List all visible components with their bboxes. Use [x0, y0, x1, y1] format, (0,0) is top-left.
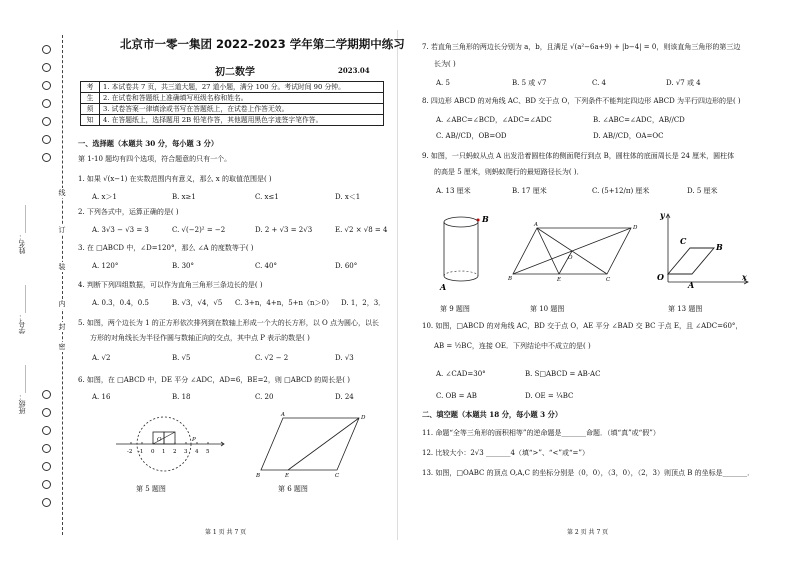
q7-stem-line1: 7. 若直角三角形的两边长分别为 a，b，且满足 √(a²−6a+9) + |b−4| = 0，则该直角三角形的第三边 [422, 43, 741, 51]
vertex-label: A [534, 222, 538, 228]
figure-10-caption: 第 10 题图 [530, 305, 565, 313]
seal-char: 订 [56, 225, 68, 235]
notice-line: 1. 本试卷共 7 页，共三道大题，27 道小题，满分 100 分。考试时间 90 分钟。 [100, 82, 384, 93]
q2-option-b: C. √(−2)² = −2 [172, 226, 226, 234]
notice-key: 知 [81, 115, 100, 126]
binding-hole [42, 444, 51, 453]
q9-option-d: D. 5 厘米 [687, 187, 718, 195]
figure-6-caption: 第 6 题图 [278, 485, 308, 493]
notice-line: 2. 在试卷和答题纸上准确填写班级名称和姓名。 [100, 93, 384, 104]
cut-line [62, 35, 63, 535]
q8-option-a: A. ∠ABC=∠BCD，∠ADC=∠ADC [436, 116, 552, 124]
binding-hole [42, 99, 51, 108]
q9-option-c: C. (5+12/π) 厘米 [592, 187, 650, 195]
page-footer-right: 第 2 页 共 7 页 [567, 529, 609, 536]
exam-title: 北京市一零一集团 2022–2023 学年第二学期期中练习 [120, 37, 405, 51]
q9-stem-line2: 的高是 5 厘米，则蚂蚁爬行的最短路径长为( )． [434, 168, 584, 176]
tick-label: 2 [173, 449, 177, 455]
binding-hole [42, 117, 51, 126]
q2-stem: 2. 下列各式中，运算正确的是( ) [78, 208, 179, 216]
notice-line: 4. 在答题纸上，选择题用 2B 铅笔作答，其他题用黑色字迹签字笔作答。 [100, 115, 384, 126]
tick-label: 1 [162, 449, 166, 455]
q4-option-b: B. √3，√4，√5 [172, 299, 223, 307]
q5-option-b: B. √5 [172, 354, 191, 362]
q5-option-c: C. √2 − 2 [255, 354, 289, 362]
q6-option-d: D. 24 [335, 393, 354, 401]
vertex-label: E [285, 473, 290, 479]
q10-option-d: D. OE = ¼BC [525, 392, 574, 400]
binding-hole [42, 408, 51, 417]
q4-option-a: A. 0.3，0.4，0.5 [92, 299, 149, 307]
binding-hole [42, 81, 51, 90]
q3-option-c: C. 40° [255, 262, 277, 270]
vertex-label: C [335, 473, 340, 479]
q11-stem: 11. 命题“全等三角形的面积相等”的逆命题是_______命题．（填“真”或“假”） [422, 429, 660, 437]
q4-stem: 4. 判断下列四组数据，可以作为直角三角形三条边长的是( ) [78, 281, 263, 289]
notice-key: 生 [81, 93, 100, 104]
figure-6 [255, 410, 375, 480]
figure-5-caption: 第 5 题图 [136, 485, 166, 493]
point-label-a: A [688, 280, 695, 290]
notice-key: 须 [81, 104, 100, 115]
point-label-c: C [680, 236, 687, 246]
figure-13 [652, 208, 752, 290]
q6-option-c: C. 20 [255, 393, 274, 401]
page-divider [397, 30, 398, 540]
name-label: 姓名：________ [18, 205, 26, 254]
q1-option-c: C. x≤1 [255, 193, 279, 201]
q9-option-a: A. 13 厘米 [436, 187, 471, 195]
section2-heading: 二、填空题（本题共 18 分，每小题 3 分） [422, 410, 563, 419]
tick-label: -2 [127, 449, 133, 455]
q5-stem-line1: 5. 如图，两个边长为 1 的正方形依次排列到在数轴上形成一个大的长方形，以 O 点为圆心，以长 [78, 319, 379, 327]
q2-option-a: A. 3√3 − √3 = 3 [92, 226, 149, 234]
binding-hole [42, 45, 51, 54]
q10-option-a: A. ∠CAD=30° [436, 370, 486, 378]
exam-date: 2023.04 [338, 66, 370, 75]
q3-option-b: B. 30° [172, 262, 195, 270]
binding-hole [42, 480, 51, 489]
q1-stem: 1. 如果 √(x−1) 在实数范围内有意义，那么 x 的取值范围是( ) [78, 175, 272, 183]
q10-option-c: C. OB = AB [436, 392, 477, 400]
figure-9-caption: 第 9 题图 [440, 305, 470, 313]
q8-option-c: C. AB//CD，OB=OD [436, 132, 507, 140]
vertex-label: B [508, 276, 513, 282]
tick-label: 3 [184, 449, 188, 455]
seal-char: 线 [56, 188, 68, 198]
q7-option-d: D. √7 或 4 [666, 79, 701, 87]
q10-option-b: B. S□ABCD = AB·AC [525, 370, 601, 378]
seal-char: 内 [56, 299, 68, 309]
q9-option-b: B. 17 厘米 [512, 187, 547, 195]
figure-5 [112, 410, 232, 475]
notice-key: 考 [81, 82, 100, 93]
vertex-label: D [361, 415, 366, 421]
q6-option-b: B. 18 [172, 393, 191, 401]
figure-9 [436, 208, 498, 294]
point-label-o: O [157, 437, 162, 443]
vertex-label: A [281, 412, 285, 418]
vertex-label: E [557, 277, 562, 282]
figure-13-caption: 第 13 题图 [668, 305, 703, 313]
q4-option-c: C. 3+n，4+n，5+n（n＞0） [235, 299, 333, 307]
binding-hole [42, 498, 51, 507]
point-label-b: B [482, 214, 489, 224]
point-label-o: O [657, 272, 664, 282]
binding-hole [42, 462, 51, 471]
q2-option-c: D. 2 + √3 = 2√3 [255, 226, 313, 234]
q7-stem-line2: 长为( ) [434, 60, 456, 68]
figure-10 [507, 220, 647, 282]
point-label-b: B [716, 242, 723, 252]
binding-hole [42, 153, 51, 162]
q3-option-d: D. 60° [335, 262, 358, 270]
vertex-label: D [633, 225, 638, 231]
q3-stem: 3. 在 □ABCD 中，∠D=120°，那么 ∠A 的度数等于( ) [78, 244, 254, 252]
tick-label: -1 [138, 449, 144, 455]
q6-option-a: A. 16 [92, 393, 111, 401]
class-label: 班级：________ [18, 365, 26, 414]
subject-title: 初二数学 [215, 67, 255, 78]
q8-option-b: B. ∠ABC=∠ADC，AB//CD [593, 116, 685, 124]
q1-option-d: D. x＜1 [335, 193, 361, 201]
q4-option-d: D. 1，2，3． [341, 299, 386, 307]
q10-stem-line2: AB = ½BC，连接 OE．下列结论中不成立的是( ) [434, 342, 591, 350]
point-label-p: P [192, 437, 196, 443]
q10-stem-line1: 10. 如图，□ABCD 的对角线 AC，BD 交于点 O，AE 平分 ∠BAD 交 BC 于点 E，且 ∠ADC=60°， [422, 322, 743, 330]
axis-label-y: y [660, 210, 665, 220]
q6-stem: 6. 如图，在 □ABCD 中，DE 平分 ∠ADC，AD=6，BE=2，则 □ABCD 的周长是( ) [78, 376, 350, 384]
q3-option-a: A. 120° [92, 262, 119, 270]
vertex-label: C [606, 277, 611, 282]
tick-label: 5 [206, 449, 210, 455]
binding-hole [42, 426, 51, 435]
section1-heading: 一、选择题（本题共 30 分，每小题 3 分） [78, 139, 219, 148]
q5-option-d: D. √3 [335, 354, 354, 362]
q7-option-c: C. 4 [592, 79, 607, 87]
student-id-label: 学号：________ [18, 285, 26, 334]
q7-option-a: A. 5 [436, 79, 450, 87]
seal-char: 密 [56, 342, 68, 352]
q1-option-a: A. x＞1 [92, 193, 117, 201]
q5-option-a: A. √2 [92, 354, 111, 362]
tick-label: 0 [151, 449, 155, 455]
q1-option-b: B. x≥1 [172, 193, 196, 201]
binding-hole [42, 135, 51, 144]
seal-char: 装 [56, 262, 68, 272]
q12-stem: 12. 比较大小：2√3 _______4（填“>”、“<”或“=”） [422, 449, 589, 457]
page-footer-left: 第 1 页 共 7 页 [205, 529, 247, 536]
point-label-a: A [440, 282, 447, 292]
notice-line: 3. 试卷答案一律填涂或书写在答题纸上，在试卷上作答无效。 [100, 104, 384, 115]
q9-stem-line1: 9. 如图，一只蚂蚁从点 A 出发沿着圆柱体的侧面爬行到点 B，圆柱体的底面周长是 24 厘米，圆柱体 [422, 152, 735, 160]
axis-label-x: x [742, 272, 747, 282]
binding-hole [42, 63, 51, 72]
exam-notice-table [80, 81, 384, 126]
q8-stem: 8. 四边形 ABCD 的对角线 AC、BD 交于点 O，下列条件不能判定四边形 ABCD 为平行四边形的是( ) [422, 97, 741, 105]
vertex-label: O [568, 255, 573, 261]
binding-hole [42, 390, 51, 399]
q8-option-d: D. AB//CD，OA=OC [593, 132, 664, 140]
seal-char: 封 [56, 322, 68, 332]
q5-stem-line2: 方形的对角线长为半径作圆与数轴正向的交点，其中点 P 表示的数是( ) [90, 334, 310, 342]
tick-label: 4 [195, 449, 199, 455]
q13-stem: 13. 如图，□OABC 的顶点 O,A,C 的坐标分别是（0，0），（3，0），（2，3）则顶点 B 的坐标是_______． [422, 469, 755, 477]
q2-option-d: E. √2 × √8 = 4 [335, 226, 388, 234]
section1-intro: 第 1-10 题均有四个选项，符合题意的只有一个。 [78, 155, 232, 163]
q7-option-b: B. 5 或 √7 [512, 79, 547, 87]
vertex-label: B [256, 473, 261, 479]
